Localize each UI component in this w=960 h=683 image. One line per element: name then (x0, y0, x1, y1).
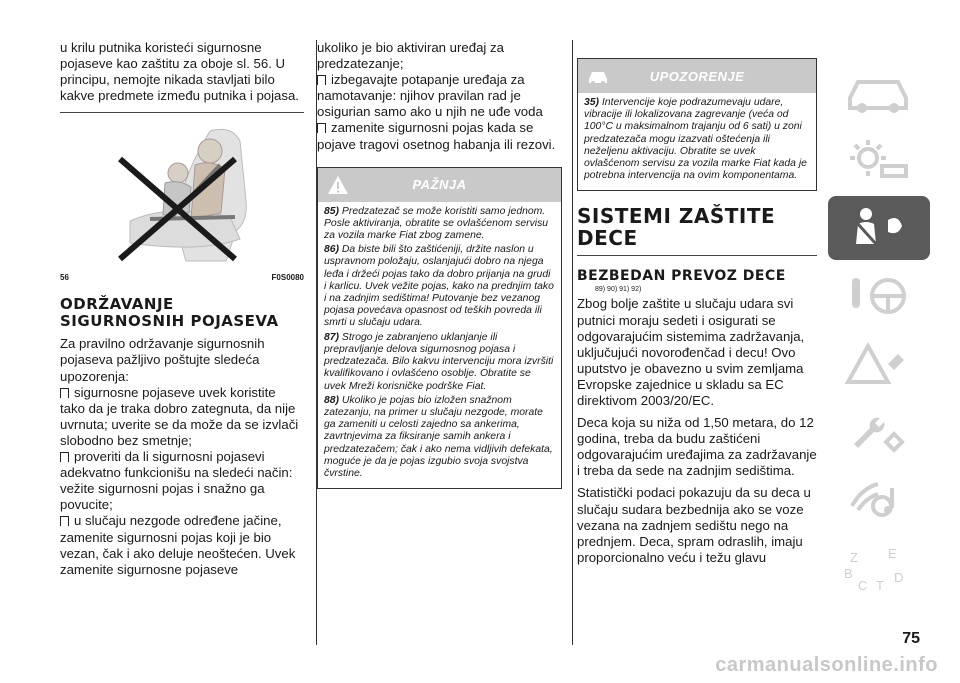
note-number: 87) (324, 331, 340, 343)
car-icon (842, 68, 914, 116)
page-number: 75 (902, 630, 920, 647)
bullet-item: sigurnosne pojaseve uvek koristite tako da je traka dobro zategnuta, da nije uvrnuta; uverite se da može da se izvlači slobodno bez smetnje; (60, 385, 304, 449)
tab-car[interactable] (828, 60, 930, 124)
tab-starting-driving[interactable] (828, 264, 930, 328)
warning-note (578, 93, 816, 190)
paragraph: ukoliko je bio aktiviran uređaj za predzatezanje; (317, 40, 504, 72)
car-warning-icon (578, 65, 618, 87)
bullet-item: zamenite sigurnosni pojas kada se pojave tragovi osetnog habanja ili rezovi. (317, 120, 562, 152)
caution-title: PAŽNJA (412, 177, 467, 193)
caution-box (317, 167, 562, 489)
index-letter: E (888, 546, 897, 561)
paragraph: Deca koja su niža od 1,50 metara, do 12 godina, treba da budu zaštićeni odgovarajućim uređajima za zadržavanje i treba da sede na zadnjim sedištima. (577, 415, 817, 479)
caution-notes (318, 202, 561, 488)
child-on-lap-illustration (60, 121, 304, 271)
note-number: 85) (324, 205, 340, 217)
tab-index[interactable] (828, 536, 930, 600)
warning-lights-icon (842, 136, 914, 184)
note-text: Predzatezač se može koristiti samo jednom. Posle aktiviranja, obratite se ovlašćenom servisu za vozila marke Fiat zbog zamene. (324, 205, 549, 242)
maintenance-icon (842, 408, 914, 456)
figure-code: F0S0080 (271, 273, 304, 283)
tab-maintenance[interactable] (828, 400, 930, 464)
figure-number: 56 (60, 273, 69, 283)
starting-driving-icon (842, 272, 914, 320)
index-letter: B (844, 566, 853, 581)
divider (60, 112, 304, 113)
index-letter: C (858, 578, 868, 592)
paragraph: Statistički podaci pokazuju da su deca u slučaju sudara bezbednija ako se voze vezana na zadnjem sedištu nego na prednjem. Deca, spram odraslih, imaju proporcionalno veću i težu glavu (577, 485, 811, 565)
paragraph: Za pravilno održavanje sigurnosnih pojaseva pažljivo poštujte sledeća upozorenja: (60, 336, 265, 384)
warning-header (578, 59, 816, 93)
note-number: 88) (324, 394, 340, 406)
tab-safety[interactable] (828, 196, 930, 260)
note-text: Da biste bili što zaštićeniji, držite naslon u uspravnom položaju, oslanjajući dobro na njega leđa i držeći pojas tako da dobro prijanja na grudi i karlicu. Uvek vežite pojas, kako na prednjim tako i na zadnjim sedištima! Putovanje bez vezanog pojasa povećava opasnost od teških povreda ili smrti u slučaju udara. (324, 244, 554, 329)
note-text: Ukoliko je pojas bio izložen snažnom zatezanju, na primer u slučaju nezgode, morate ga zameniti u celosti zajedno sa ankerima, zavrtnjevima za fiksiranje samih ankera i predzatezačem; čak i ako nema vidljivih defekata, moguće je da je pojas izgubio svoja svojstva čvrstine. (324, 394, 553, 479)
tab-warning-lights[interactable] (828, 128, 930, 192)
safety-icon (842, 204, 914, 252)
figure-caption (60, 273, 304, 282)
column-3 (577, 40, 817, 566)
bullet-item: izbegavajte potapanje uređaja za namotavanje: njihov pravilan rad je osigurian samo ako u njih ne uđe voda (317, 72, 562, 120)
index-letter: T (876, 578, 884, 592)
watermark: carmanualsonline.info (715, 654, 938, 676)
caution-note (324, 206, 555, 243)
column-1 (60, 40, 304, 578)
emergency-icon (842, 340, 914, 388)
caution-note (324, 244, 555, 329)
note-number: 86) (324, 244, 340, 256)
column-separator (572, 40, 573, 645)
index-letter: D (894, 570, 904, 585)
note-number: 35) (584, 97, 600, 108)
tab-multimedia[interactable] (828, 468, 930, 532)
caution-note (324, 395, 555, 480)
subsection-heading: BEZBEDAN PREVOZ DECE (577, 268, 786, 285)
note-text: Intervencije koje podrazumevaju udare, vibracije ili lokalizovana zagrevanje (veća od 100°C u maksimalnom trajanju od 6 sati) u zoni predzatezača mogu izazvati oštećenja ili neželjenu aktivaciju. Obratite se uvek ovlašćenom servisu za vozila marke Fiat kada je potrebna intervencija na ovim komponentama. (584, 97, 807, 182)
warning-triangle-icon (318, 174, 358, 196)
section-heading: ODRŽAVANJE SIGURNOSNIH POJASEVA (60, 295, 279, 331)
divider (577, 255, 817, 256)
note-references: 89) 90) 91) 92) (595, 286, 642, 294)
tab-emergency[interactable] (828, 332, 930, 396)
intro-text: u krilu putnika koristeći sigurnosne pojaseve kao zaštitu za oboje sl. 56. U principu, nemojte nikada stavljati bilo kakve predmete između putnika i pojasa. (60, 40, 299, 104)
index-icon (842, 544, 914, 592)
caution-note (324, 332, 555, 393)
warning-title: UPOZORENJE (649, 68, 745, 84)
bullet-item: proveriti da li sigurnosni pojasevi adekvatno funkcionišu na sledeći način: vežite sigurnosni pojas i snažno ga povucite; (60, 449, 304, 513)
note-text: Strogo je zabranjeno uklanjanje ili prepravljanje delova sigurnosnog pojasa i predzatezača. Bilo kakvu intervenciju mora izvršiti kvalifikovano i ovlašćeno osoblje. Obratite se uvek Mreži korisničke podrške Fiat. (324, 331, 554, 392)
chapter-tabs (828, 60, 930, 604)
caution-header (318, 168, 561, 202)
bullet-item: u slučaju nezgode određene jačine, zamenite sigurnosni pojas koji je bio vezan, čak i ako deluje neoštećen. Uvek zamenite sigurnosne pojaseve (60, 513, 304, 577)
warning-box (577, 58, 817, 191)
column-2 (317, 40, 562, 489)
figure-56 (60, 121, 304, 271)
paragraph: Zbog bolje zaštite u slučaju udara svi putnici moraju sedeti i osigurati se odgovarajućim sistemima zadržavanja, uključujući novorođenčad i decu! Ovo uputstvo je obavezno u svim zemljama Evropske zajednice u skladu sa EC direktivom 2003/20/EC. (577, 296, 805, 408)
multimedia-icon (842, 476, 914, 524)
section-heading: SISTEMI ZAŠTITE DECE (577, 204, 776, 251)
index-letter: Z (850, 550, 858, 565)
